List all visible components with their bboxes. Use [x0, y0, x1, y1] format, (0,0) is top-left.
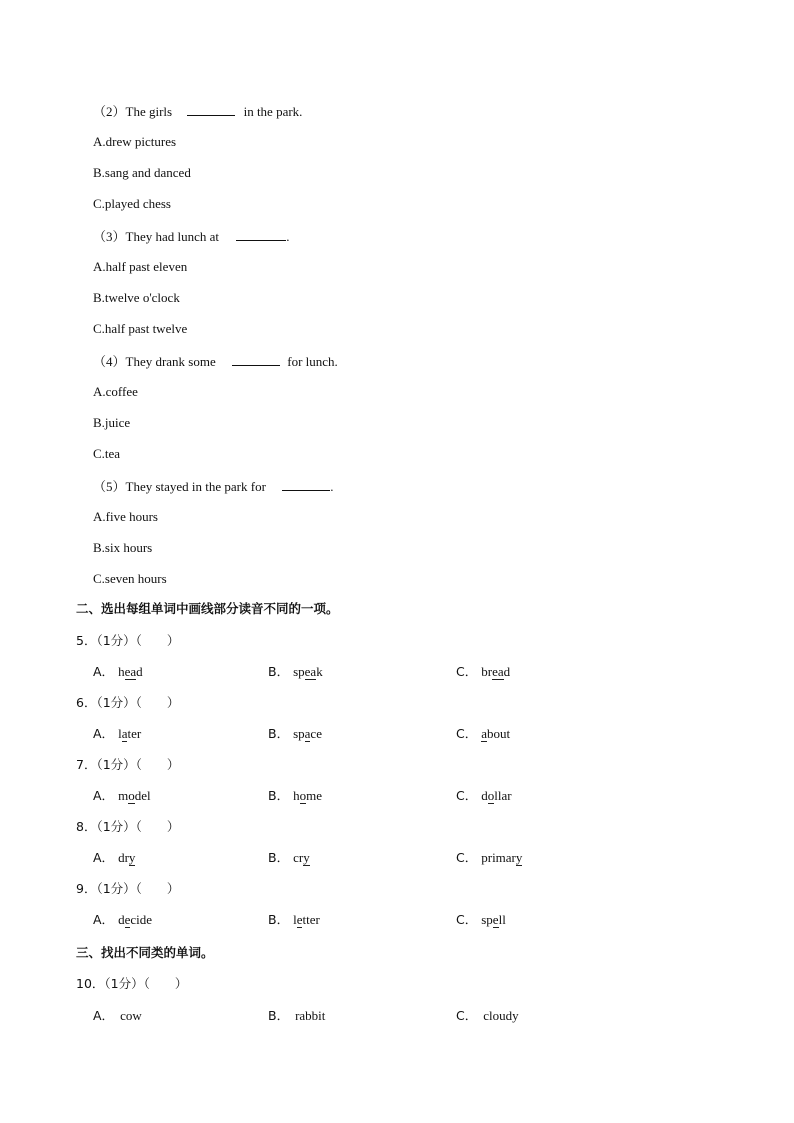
underlined-letters: e	[124, 912, 131, 927]
stem-text: （4）They drank some	[93, 354, 216, 369]
answer-blank[interactable]	[282, 478, 330, 491]
option[interactable]	[268, 726, 322, 742]
option-letter: A．	[93, 1008, 115, 1023]
option[interactable]: A.half past eleven	[93, 259, 188, 274]
option[interactable]: B.twelve o'clock	[93, 290, 180, 305]
word-part: h	[118, 664, 125, 679]
option[interactable]: C.half past twelve	[93, 321, 188, 336]
option[interactable]	[93, 1008, 142, 1024]
word-part: l	[293, 912, 297, 927]
option-letter: A．	[93, 850, 115, 865]
option-letter: B．	[268, 1008, 290, 1023]
option[interactable]: A.five hours	[93, 509, 158, 524]
underlined-letters: e	[492, 912, 499, 927]
question-5-stem	[93, 478, 333, 495]
stem-text: （2）The girls	[93, 104, 173, 119]
option[interactable]	[456, 1008, 519, 1024]
answer-blank[interactable]	[232, 353, 280, 366]
question-4-stem	[93, 353, 338, 370]
word-part: d	[481, 788, 488, 803]
underlined-letters: y	[128, 850, 136, 865]
underlined-letters: y	[515, 850, 523, 865]
option[interactable]	[93, 664, 143, 680]
word-part: k	[316, 664, 323, 679]
option-word: cloudy	[483, 1008, 519, 1023]
underlined-letters: o	[487, 788, 495, 803]
word-part: l	[118, 726, 122, 741]
option-letter: C．	[456, 1008, 478, 1023]
word-part: primar	[481, 850, 516, 865]
word-part: cide	[130, 912, 152, 927]
option[interactable]	[456, 912, 506, 928]
underlined-letters: y	[303, 850, 310, 865]
section-2-title: 二、选出每组单词中画线部分读音不同的一项。	[76, 601, 339, 616]
option[interactable]	[456, 726, 510, 742]
option[interactable]: B.six hours	[93, 540, 153, 555]
option[interactable]: A.drew pictures	[93, 134, 177, 149]
section-3-title: 三、找出不同类的单词。	[76, 945, 214, 960]
word-part: tter	[302, 912, 320, 927]
option[interactable]	[268, 664, 323, 680]
word-part: m	[118, 788, 129, 803]
word-part: d	[503, 664, 511, 679]
option[interactable]	[456, 664, 510, 680]
option-letter: C．	[456, 850, 478, 865]
word-part: del	[134, 788, 151, 803]
option[interactable]	[93, 850, 135, 866]
option-letter: A．	[93, 788, 115, 803]
option-letter: A．	[93, 912, 115, 927]
option[interactable]	[268, 912, 320, 928]
underlined-letters: ea	[124, 664, 137, 679]
option[interactable]	[268, 1008, 325, 1024]
option-letter: C．	[456, 664, 478, 679]
option[interactable]: A.coffee	[93, 384, 138, 399]
word-part: br	[481, 664, 493, 679]
question-label: 8．（1分）（ ）	[76, 819, 180, 834]
question-label: 5．（1分）（ ）	[76, 633, 180, 648]
option[interactable]	[93, 788, 151, 804]
option-word: rabbit	[295, 1008, 326, 1023]
word-part: ter	[127, 726, 142, 741]
underlined-letters: a	[121, 726, 128, 741]
stem-text: in the park.	[243, 104, 303, 119]
underlined-letters: o	[299, 788, 307, 803]
option[interactable]: C.played chess	[93, 196, 171, 211]
question-label: 10．（1分）（ ）	[76, 976, 188, 991]
option-letter: B．	[268, 788, 290, 803]
option[interactable]	[93, 726, 141, 742]
option-letter: C．	[456, 788, 478, 803]
option[interactable]	[456, 850, 522, 866]
option[interactable]: C.seven hours	[93, 571, 167, 586]
question-label: 9．（1分）（ ）	[76, 881, 180, 896]
word-part: me	[306, 788, 322, 803]
stem-text: for lunch.	[287, 354, 338, 369]
underlined-letters: o	[128, 788, 135, 803]
option-letter: B．	[268, 664, 290, 679]
option-letter: C．	[456, 912, 478, 927]
underlined-letters: ea	[492, 664, 504, 679]
underlined-letters: a	[304, 726, 311, 741]
option[interactable]: C.tea	[93, 446, 121, 461]
option[interactable]	[456, 788, 512, 804]
underlined-letters: ea	[304, 664, 317, 679]
word-part: d	[118, 912, 125, 927]
option-letter: A．	[93, 664, 115, 679]
stem-text: .	[286, 229, 290, 244]
word-part: h	[293, 788, 300, 803]
word-part: bout	[487, 726, 511, 741]
option[interactable]: B.sang and danced	[93, 165, 191, 180]
word-part: sp	[293, 726, 305, 741]
option-letter: B．	[268, 912, 290, 927]
option-letter: A．	[93, 726, 115, 741]
question-label: 6．（1分）（ ）	[76, 695, 180, 710]
option-letter: C．	[456, 726, 478, 741]
word-part: dr	[118, 850, 129, 865]
question-3-stem	[93, 228, 290, 245]
option[interactable]	[268, 788, 322, 804]
word-part: sp	[481, 912, 493, 927]
word-part: ll	[498, 912, 506, 927]
option[interactable]	[93, 912, 152, 928]
option-letter: B．	[268, 850, 290, 865]
stem-text: （5）They stayed in the park for	[93, 479, 266, 494]
stem-text: .	[330, 479, 334, 494]
stem-text: （3）They had lunch at	[93, 229, 219, 244]
word-part: d	[136, 664, 143, 679]
question-2-stem	[93, 103, 302, 120]
word-part: llar	[494, 788, 512, 803]
option[interactable]	[268, 850, 310, 866]
answer-blank[interactable]	[236, 228, 286, 241]
underlined-letters: e	[296, 912, 303, 927]
word-part: sp	[293, 664, 305, 679]
word-part: ce	[310, 726, 322, 741]
underlined-letters: a	[481, 726, 488, 741]
answer-blank[interactable]	[187, 103, 235, 116]
word-part: cr	[293, 850, 304, 865]
question-label: 7．（1分）（ ）	[76, 757, 180, 772]
option[interactable]: B.juice	[93, 415, 131, 430]
option-word: cow	[120, 1008, 142, 1023]
option-letter: B．	[268, 726, 290, 741]
